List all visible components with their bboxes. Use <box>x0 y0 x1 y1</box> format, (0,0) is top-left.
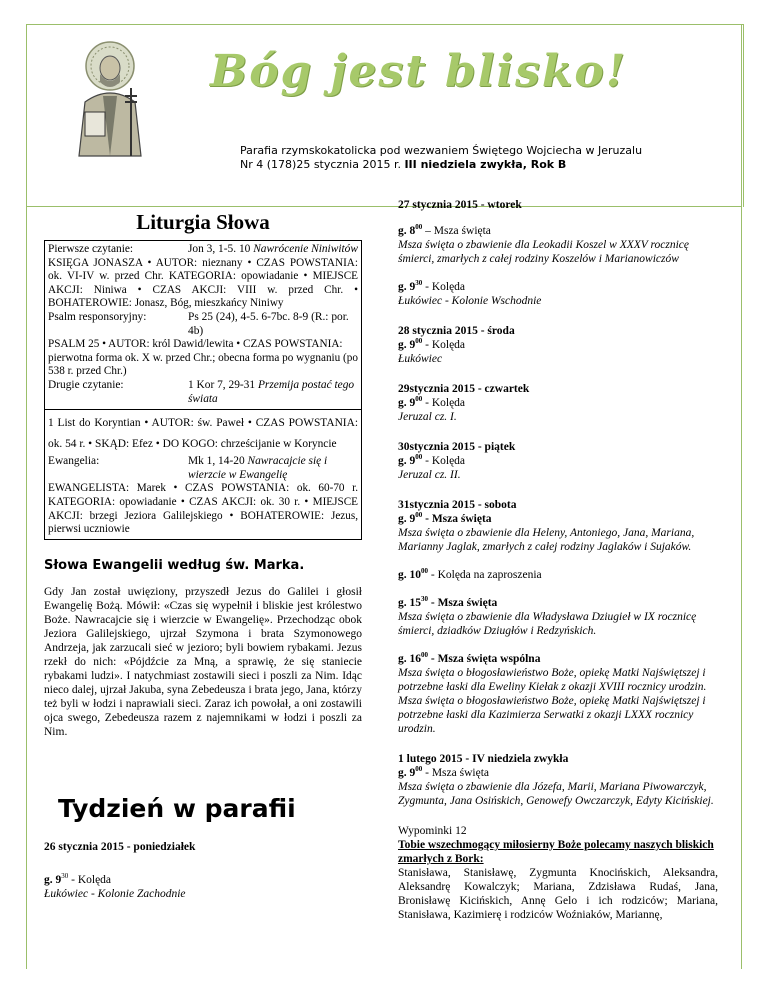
issue-line <box>240 158 566 171</box>
schedule-entry <box>398 280 718 308</box>
entry-label: - Kolęda <box>422 281 466 293</box>
gospel-title-ital: Nawracajcie się i wierzcie w Ewangelię <box>188 455 328 481</box>
week-heading: Tydzień w parafii <box>58 793 296 823</box>
psalm-row <box>48 311 358 338</box>
entry-label: - Kolęda <box>422 397 466 409</box>
monday-time: g. 9 <box>44 873 62 886</box>
schedule-date: 29stycznia 2015 - czwartek <box>398 383 530 395</box>
first-reading-title: Nawrócenie Niniwitów <box>253 243 358 255</box>
gospel-row <box>48 455 358 482</box>
schedule-day <box>398 324 718 366</box>
psalm-label: Psalm responsoryjny: <box>48 310 147 323</box>
entry-time: g. 16 <box>398 653 421 665</box>
second-reading-row <box>48 379 358 406</box>
gospel-ref: Mk 1, 14-20 <box>188 455 245 468</box>
left-column <box>44 210 362 901</box>
first-reading-ref: Jon 3, 1-5. 10 <box>188 243 251 255</box>
entry-time-sup: 00 <box>421 651 428 660</box>
entry-description: Łukówiec <box>398 353 443 365</box>
entry-description: Jeruzal cz. I. <box>398 411 457 423</box>
entry-time: g. 9 <box>398 513 416 525</box>
divider <box>45 409 361 410</box>
entry-time: g. 8 <box>398 225 416 237</box>
liturgia-title: Liturgia Słowa <box>136 210 270 234</box>
entry-time-sup: 30 <box>415 279 423 288</box>
gospel-text: Gdy Jan został uwięziony, przyszedł Jezus do Galilei i głosił Ewangelię Bożą. Mówił: «Czas się wypełnił i bliskie jest królestwo Boże. Nawracajcie się i wierzcie w Ewangelię». Przechodząc obok Jeziora Galilejskiego, ujrzał Szymona i brata Szymonowego Andrzeja, jak zarzucali sieć w jezioro; byli bowiem rybakami. Jezus rzekł do nich: «Pójdźcie za Mną, a sprawię, że się staniecie rybakami ludzi». I natychmiast zostawili sieci i poszli za Nim. Idąc nieco dalej, ujrzał Jakuba, syna Zebedeusza i brata jego, Jana, którzy też byli w łodzi i naprawiali sieci. Zaraz ich powołał, a oni zostawili ojca swego, Zebedeusza razem z najemnikami w łodzi i poszli za Nim. <box>44 585 362 738</box>
second-reading-ref: 1 Kor 7, 29-31 <box>188 378 256 391</box>
schedule <box>398 198 718 808</box>
entry-time: g. 10 <box>398 569 421 581</box>
page-border-right <box>741 24 742 969</box>
entry-time: g. 9 <box>398 767 416 779</box>
gospel-label: Ewangelia: <box>48 455 100 468</box>
psalm-ref: Ps 25 (24), 4-5. 6-7bc. 8-9 (R.: por. 4b) <box>188 310 349 337</box>
second-reading-label: Drugie czytanie: <box>48 378 124 391</box>
schedule-entry <box>398 224 718 266</box>
wypominki-heading: Tobie wszechmogący miłosierny Boże polecamy naszych bliskich zmarłych z Bork: <box>398 839 714 865</box>
gospel-heading: Słowa Ewangelii według św. Marka. <box>44 557 305 573</box>
schedule-entry <box>398 766 718 808</box>
monday-entry <box>44 873 362 901</box>
schedule-entry <box>398 338 718 366</box>
first-reading-label: Pierwsze czytanie: <box>48 243 134 255</box>
psalm-meta: PSALM 25 • AUTOR: król Dawid/lewita • CZAS POWSTANIA: pierwotna forma ok. X w. przed Chr.; obecna forma po wygnaniu (po 538 r. przed Chr.) <box>48 338 358 378</box>
wypominki-title: Wypominki 12 <box>398 825 467 837</box>
entry-description: Msza święta o zbawienie dla Leokadii Koszel w XXXV rocznicę śmierci, zmarłych z całej rodziny Koszelów i Marianowiczów <box>398 239 689 265</box>
entry-label: - Kolęda <box>422 339 466 351</box>
schedule-entry <box>398 396 718 424</box>
entry-time: g. 9 <box>398 339 416 351</box>
schedule-entry <box>398 512 718 554</box>
schedule-day <box>398 498 718 736</box>
entry-label: - Msza święta wspólna <box>428 653 541 665</box>
parish-name: Parafia rzymskokatolicka pod wezwaniem Świętego Wojciecha w Jeruzalu <box>240 144 643 157</box>
saint-icon <box>65 36 155 158</box>
schedule-date: 31stycznia 2015 - sobota <box>398 499 517 511</box>
entry-time: g. 15 <box>398 597 421 609</box>
schedule-entry <box>398 454 718 482</box>
schedule-day <box>398 198 718 308</box>
right-column <box>398 198 718 922</box>
entry-label: - Kolęda na zaproszenia <box>428 569 542 581</box>
schedule-date: 27 stycznia 2015 - wtorek <box>398 199 522 211</box>
first-reading-meta: KSIĘGA JONASZA • AUTOR: nieznany • CZAS POWSTANIA: ok. VI-IV w. przed Chr. KATEGORIA: opowiadanie • MIEJSCE AKCJI: Niniwa • CZAS AKCJI: VIII w. przed Chr. • BOHATEROWIE: Jonasz, Bóg, mieszkańcy Niniwy <box>48 256 358 310</box>
entry-time-sup: 00 <box>415 395 423 404</box>
second-reading-title: Przemija postać tego świata <box>188 378 355 405</box>
monday-place: Łukówiec - Kolonie Zachodnie <box>44 887 186 900</box>
banner-title: Bóg jest blisko! <box>210 46 628 97</box>
schedule-entry <box>398 596 718 638</box>
schedule-date: 1 lutego 2015 - IV niedziela zwykła <box>398 753 569 765</box>
entry-label: - Msza święta <box>428 597 498 609</box>
entry-time-sup: 00 <box>415 453 423 462</box>
entry-description: Msza święta o zbawienie dla Józefa, Marii, Mariana Piwowarczyk, Zygmunta, Jana Osińskich, Genowefy Owczarczyk, Edyty Kicińskiej. <box>398 781 714 807</box>
monday-date: 26 stycznia 2015 - poniedziałek <box>44 840 196 853</box>
schedule-entry <box>398 568 718 582</box>
entry-time: g. 9 <box>398 397 416 409</box>
entry-time-sup: 00 <box>421 567 428 576</box>
wypominki <box>398 824 718 922</box>
entry-time-sup: 30 <box>421 595 428 604</box>
second-reading-meta: 1 List do Koryntian • AUTOR: św. Paweł • CZAS POWSTANIA: ok. 54 r. • SKĄD: Efez • DO KOGO: chrześcijanie w Koryncie <box>48 417 358 451</box>
schedule-date: 30stycznia 2015 - piątek <box>398 441 516 453</box>
entry-time-sup: 00 <box>415 511 423 520</box>
entry-time-sup: 00 <box>415 337 423 346</box>
schedule-day <box>398 752 718 808</box>
entry-description: Msza święta o błogosławieństwo Boże, opiekę Matki Najświętszej i potrzebne łaski dla Eweliny Kiełak z okazji XVIII rocznicy urodzin. Msza święta o błogosławieństwo Boże, opiekę Matki Najświętszej i potrzebne łaski dla Kazimierza Serwatki z okazji LXXX rocznicy urodzin. <box>398 667 707 735</box>
gospel-meta: EWANGELISTA: Marek • CZAS POWSTANIA: ok. 60-70 r. KATEGORIA: opowiadanie • CZAS AKCJI: ok. 30 r. • MIEJSCE AKCJI: brzegi Jeziora Galilejskiego • BOHATEROWIE: Jezus, pierwsi uczniowie <box>48 482 358 536</box>
schedule-date: 28 stycznia 2015 - środa <box>398 325 515 337</box>
entry-label: – Msza święta <box>422 225 491 237</box>
readings-box <box>44 240 362 540</box>
issue-sunday: III niedziela zwykła, Rok B <box>404 158 567 171</box>
monday-event: - Kolęda <box>68 873 112 886</box>
first-reading-row <box>48 243 358 257</box>
schedule-entry <box>398 652 718 736</box>
entry-description: Jeruzal cz. II. <box>398 469 461 481</box>
monday-time-sup: 30 <box>61 871 69 880</box>
issue-number: Nr 4 (178)25 stycznia 2015 r. <box>240 158 401 171</box>
entry-label: - Msza święta <box>422 767 489 779</box>
entry-description: Msza święta o zbawienie dla Heleny, Antoniego, Jana, Mariana, Marianny Jaglak, zmarłych z całej rodziny Jaglaków i Sujaków. <box>398 527 695 553</box>
schedule-day <box>398 382 718 424</box>
page-border-left <box>26 24 27 969</box>
entry-time-sup: 00 <box>415 223 423 232</box>
entry-time: g. 9 <box>398 281 416 293</box>
entry-label: - Kolęda <box>422 455 466 467</box>
wypominki-text: Stanisława, Stanisławę, Zygmunta Knocińskich, Aleksandra, Aleksandrę Kowalczyk; Mariana, Zdzisława Rudaś, Jana, Bronisławę Kicińskich, Annę Gelo i ich rodziców; Mariana, Stanisława, Kazimierę i rodziców Woźniaków, Mariannę, <box>398 867 718 921</box>
schedule-day <box>398 440 718 482</box>
entry-time: g. 9 <box>398 455 416 467</box>
entry-description: Łukówiec - Kolonie Wschodnie <box>398 295 542 307</box>
entry-time-sup: 00 <box>415 765 423 774</box>
entry-label: - Msza święta <box>422 513 492 525</box>
entry-description: Msza święta o zbawienie dla Władysława Dziugieł w IX rocznicę śmierci, dziadków Dziugłów i Redzyńskich. <box>398 611 697 637</box>
